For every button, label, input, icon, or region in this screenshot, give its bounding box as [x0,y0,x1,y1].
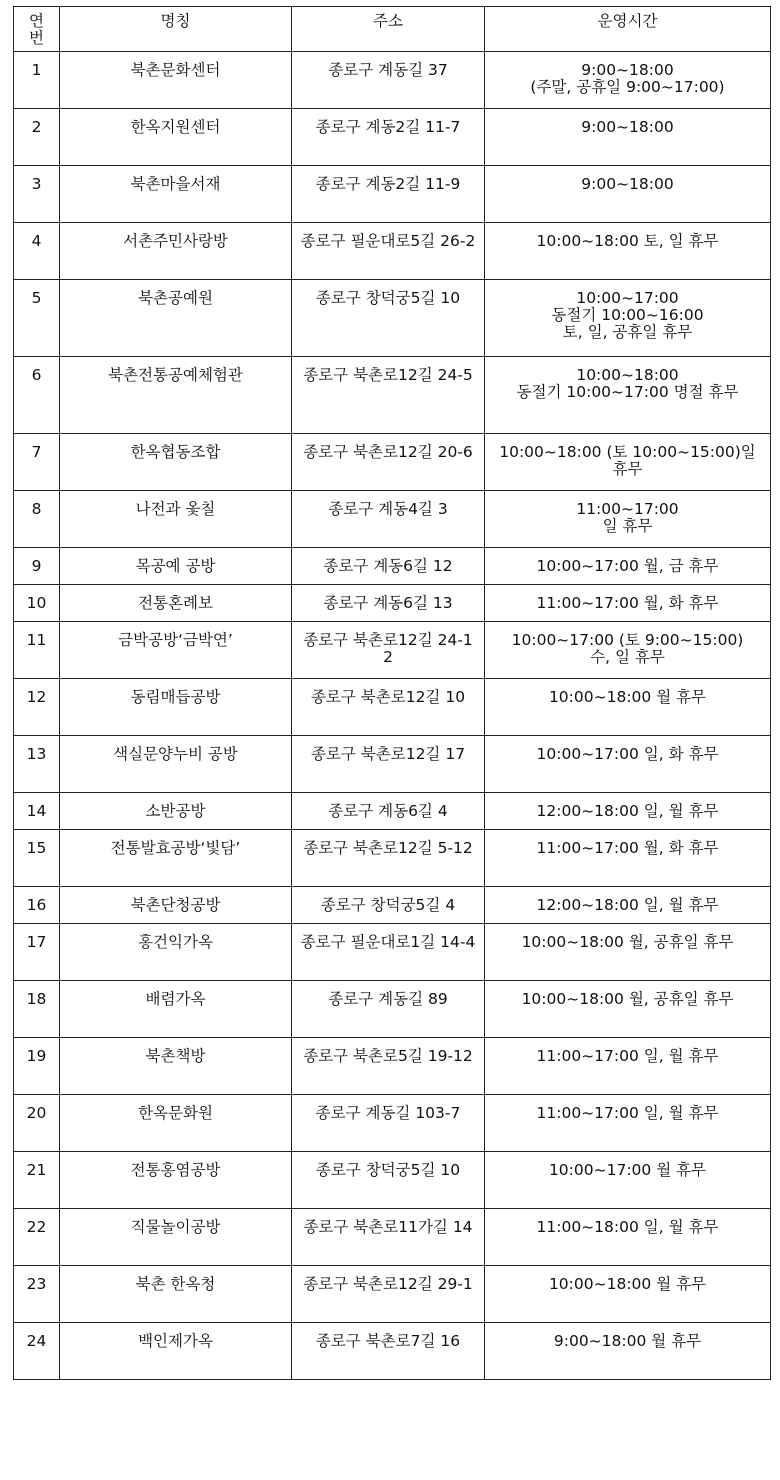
cell-address [292,548,485,585]
cell-no-text: 21 [26,1161,47,1179]
cell-no [14,1152,60,1209]
table-row [14,357,771,434]
cell-name-text: 한옥문화원 [138,1104,213,1122]
cell-hours [485,1323,771,1380]
cell-name-text: 전통홍염공방 [130,1161,221,1179]
cell-no [14,1209,60,1266]
cell-hours-text: 11:00~18:00 일, 월 휴무 [536,1218,719,1236]
cell-no [14,357,60,434]
cell-hours [485,887,771,924]
cell-hours [485,1152,771,1209]
cell-name [60,1038,292,1095]
cell-name-text: 나전과 옻칠 [135,500,216,518]
table-header [14,7,771,52]
cell-address [292,679,485,736]
table-row [14,1209,771,1266]
cell-hours [485,491,771,548]
table-row [14,1152,771,1209]
cell-address [292,223,485,280]
cell-no-text: 13 [26,745,47,763]
cell-no [14,793,60,830]
cell-hours-text: 12:00~18:00 일, 월 휴무 [536,896,719,914]
cell-no-text: 2 [31,118,42,136]
cell-address-text: 종로구 계동6길 13 [323,594,453,612]
cell-no-text: 15 [26,839,47,857]
cell-hours-text: 10:00~18:00 월 휴무 [548,1275,707,1293]
table-row [14,223,771,280]
cell-name-text: 전통발효공방‘빛담’ [110,839,241,857]
cell-hours [485,434,771,491]
cell-name-text: 백인제가옥 [138,1332,213,1350]
cell-no [14,887,60,924]
cell-address [292,1323,485,1380]
cell-hours-text: 12:00~18:00 일, 월 휴무 [536,802,719,820]
facility-table [13,6,771,1380]
cell-address [292,622,485,679]
cell-address-text: 종로구 계동6길 12 [323,557,453,575]
table-row [14,793,771,830]
cell-no [14,109,60,166]
cell-address-text: 종로구 창덕궁5길 4 [320,896,456,914]
cell-address [292,491,485,548]
cell-hours-text: 11:00~17:00 일, 월 휴무 [536,1104,719,1122]
cell-name-text: 배렴가옥 [145,990,206,1008]
cell-hours [485,736,771,793]
cell-address-text: 종로구 북촌로5길 19-12 [303,1047,473,1065]
cell-address-text: 종로구 계동2길 11-9 [315,175,461,193]
cell-address-text: 종로구 필운대로1길 14-4 [300,933,476,951]
cell-address-text: 종로구 북촌로12길 5-12 [303,839,473,857]
table-row [14,166,771,223]
cell-name [60,793,292,830]
cell-address [292,52,485,109]
cell-name [60,434,292,491]
cell-hours-text: 10:00~17:00 일, 화 휴무 [536,745,719,763]
cell-no [14,223,60,280]
cell-no-text: 20 [26,1104,47,1122]
cell-hours-text: 10:00~18:00 월, 공휴일 휴무 [521,933,734,951]
cell-no-text: 4 [31,232,42,250]
cell-address [292,1095,485,1152]
cell-no-text: 23 [26,1275,47,1293]
cell-no [14,585,60,622]
table-row [14,109,771,166]
cell-hours-text: 10:00~18:00 동절기 10:00~17:00 명절 휴무 [516,366,739,401]
cell-hours-text: 10:00~18:00 월, 공휴일 휴무 [521,990,734,1008]
cell-address [292,924,485,981]
cell-no-text: 6 [31,366,42,384]
cell-name-text: 북촌문화센터 [130,61,221,79]
cell-name-text: 북촌책방 [145,1047,206,1065]
cell-no-text: 16 [26,896,47,914]
cell-address [292,1038,485,1095]
cell-no-text: 14 [26,802,47,820]
table-row [14,887,771,924]
cell-address-text: 종로구 계동길 89 [328,990,448,1008]
cell-hours-text: 10:00~17:00 월 휴무 [548,1161,707,1179]
cell-name-text: 서촌주민사랑방 [123,232,228,250]
cell-address-text: 종로구 북촌로12길 29-1 [303,1275,473,1293]
cell-hours-text: 10:00~18:00 (토 10:00~15:00)일 휴무 [499,443,756,478]
table-row [14,1323,771,1380]
cell-address [292,736,485,793]
table-row [14,280,771,357]
cell-name-text: 금박공방‘금박연’ [118,631,233,649]
cell-no [14,622,60,679]
cell-name [60,924,292,981]
cell-hours [485,548,771,585]
cell-no-text: 10 [26,594,47,612]
table-row [14,491,771,548]
cell-hours-text: 10:00~18:00 월 휴무 [548,688,707,706]
cell-hours-text: 11:00~17:00 일, 월 휴무 [536,1047,719,1065]
cell-name [60,52,292,109]
cell-hours-text: 10:00~18:00 토, 일 휴무 [536,232,719,250]
cell-name [60,548,292,585]
cell-no-text: 1 [31,61,42,79]
table-row [14,981,771,1038]
cell-name [60,491,292,548]
cell-no [14,830,60,887]
cell-hours-text: 10:00~17:00 월, 금 휴무 [536,557,719,575]
header-no: 연번 [14,7,60,52]
cell-no [14,679,60,736]
cell-address-text: 종로구 필운대로5길 26-2 [300,232,476,250]
cell-address-text: 종로구 북촌로12길 24-5 [303,366,473,384]
cell-name [60,830,292,887]
cell-no [14,924,60,981]
table-row [14,1038,771,1095]
header-hours: 운영시간 [485,7,771,52]
cell-hours [485,981,771,1038]
cell-name [60,736,292,793]
cell-address-text: 종로구 계동4길 3 [328,500,448,518]
cell-no-text: 17 [26,933,47,951]
cell-no [14,1323,60,1380]
cell-no [14,280,60,357]
cell-no [14,491,60,548]
cell-address [292,887,485,924]
cell-name-text: 목공예 공방 [135,557,216,575]
cell-address [292,1266,485,1323]
cell-no [14,736,60,793]
cell-no-text: 19 [26,1047,47,1065]
cell-hours [485,924,771,981]
cell-name-text: 전통혼례보 [138,594,213,612]
cell-name [60,1266,292,1323]
cell-address-text: 종로구 창덕궁5길 10 [315,289,461,307]
table-row [14,924,771,981]
cell-name-text: 북촌단청공방 [130,896,221,914]
cell-address [292,793,485,830]
cell-address-text: 종로구 북촌로7길 16 [315,1332,461,1350]
cell-no [14,548,60,585]
cell-hours [485,1038,771,1095]
cell-hours [485,1209,771,1266]
cell-no-text: 18 [26,990,47,1008]
cell-hours-text: 9:00~18:00 (주말, 공휴일 9:00~17:00) [530,61,725,96]
cell-no [14,1095,60,1152]
table-row [14,622,771,679]
cell-address [292,166,485,223]
cell-hours [485,109,771,166]
cell-address [292,109,485,166]
cell-hours [485,1095,771,1152]
cell-no-text: 3 [31,175,42,193]
cell-no-text: 5 [31,289,42,307]
cell-name [60,585,292,622]
cell-address [292,434,485,491]
cell-name [60,981,292,1038]
table-row [14,52,771,109]
cell-address-text: 종로구 북촌로12길 10 [310,688,466,706]
cell-no-text: 22 [26,1218,47,1236]
cell-name [60,109,292,166]
cell-name [60,622,292,679]
cell-address [292,1209,485,1266]
table-row [14,585,771,622]
table-row [14,830,771,887]
cell-name [60,1152,292,1209]
cell-name-text: 색실문양누비 공방 [113,745,238,763]
cell-hours-text: 10:00~17:00 (토 9:00~15:00) 수, 일 휴무 [511,631,744,666]
cell-address [292,585,485,622]
cell-hours [485,357,771,434]
cell-name-text: 홍건익가옥 [138,933,213,951]
cell-name [60,280,292,357]
cell-name [60,223,292,280]
cell-hours-text: 9:00~18:00 [581,118,674,136]
cell-no [14,166,60,223]
table-row [14,679,771,736]
cell-address-text: 종로구 계동6길 4 [328,802,448,820]
table-row [14,1095,771,1152]
cell-address-text: 종로구 계동길 37 [328,61,448,79]
cell-hours [485,793,771,830]
cell-name [60,887,292,924]
cell-address [292,1152,485,1209]
cell-hours [485,1266,771,1323]
cell-name-text: 한옥협동조합 [130,443,221,461]
cell-address-text: 종로구 북촌로12길 17 [310,745,466,763]
cell-no-text: 24 [26,1332,47,1350]
cell-address-text: 종로구 계동2길 11-7 [315,118,461,136]
cell-name [60,679,292,736]
cell-hours-text: 9:00~18:00 [581,175,674,193]
table-row [14,548,771,585]
cell-no [14,981,60,1038]
cell-no-text: 9 [31,557,42,575]
table-body [14,52,771,1380]
cell-address [292,280,485,357]
header-name: 명칭 [60,7,292,52]
cell-address-text: 종로구 북촌로11가길 14 [303,1218,473,1236]
cell-hours [485,830,771,887]
cell-address-text: 종로구 계동길 103-7 [315,1104,461,1122]
cell-hours [485,223,771,280]
cell-no-text: 12 [26,688,47,706]
cell-no-text: 8 [31,500,42,518]
cell-name [60,1209,292,1266]
cell-hours [485,166,771,223]
cell-hours-text: 10:00~17:00 동절기 10:00~16:00 토, 일, 공휴일 휴무 [551,289,704,341]
cell-name-text: 북촌마을서재 [130,175,221,193]
table-row [14,736,771,793]
cell-address-text: 종로구 창덕궁5길 10 [315,1161,461,1179]
cell-name [60,1323,292,1380]
cell-no [14,434,60,491]
cell-name-text: 북촌 한옥청 [135,1275,216,1293]
cell-address [292,981,485,1038]
cell-no [14,1038,60,1095]
cell-hours [485,585,771,622]
cell-no-text: 11 [26,631,47,649]
cell-hours-text: 9:00~18:00 월 휴무 [553,1332,702,1350]
cell-address [292,357,485,434]
cell-address [292,830,485,887]
cell-hours-text: 11:00~17:00 월, 화 휴무 [536,594,719,612]
cell-hours-text: 11:00~17:00 월, 화 휴무 [536,839,719,857]
cell-hours [485,622,771,679]
cell-name-text: 북촌공예원 [138,289,213,307]
cell-no [14,52,60,109]
cell-name-text: 동림매듭공방 [130,688,221,706]
cell-name-text: 북촌전통공예체험관 [108,366,243,384]
cell-hours [485,679,771,736]
header-row [14,7,771,52]
table-row [14,434,771,491]
cell-hours-text: 11:00~17:00 일 휴무 [576,500,679,535]
cell-name-text: 한옥지원센터 [130,118,221,136]
table-row [14,1266,771,1323]
cell-name [60,166,292,223]
cell-hours [485,52,771,109]
header-address: 주소 [292,7,485,52]
cell-name [60,357,292,434]
cell-hours [485,280,771,357]
cell-no-text: 7 [31,443,42,461]
cell-address-text: 종로구 북촌로12길 24-12 [303,631,473,666]
cell-address-text: 종로구 북촌로12길 20-6 [303,443,473,461]
cell-name-text: 소반공방 [145,802,206,820]
cell-name-text: 직물놀이공방 [130,1218,221,1236]
cell-name [60,1095,292,1152]
cell-no [14,1266,60,1323]
